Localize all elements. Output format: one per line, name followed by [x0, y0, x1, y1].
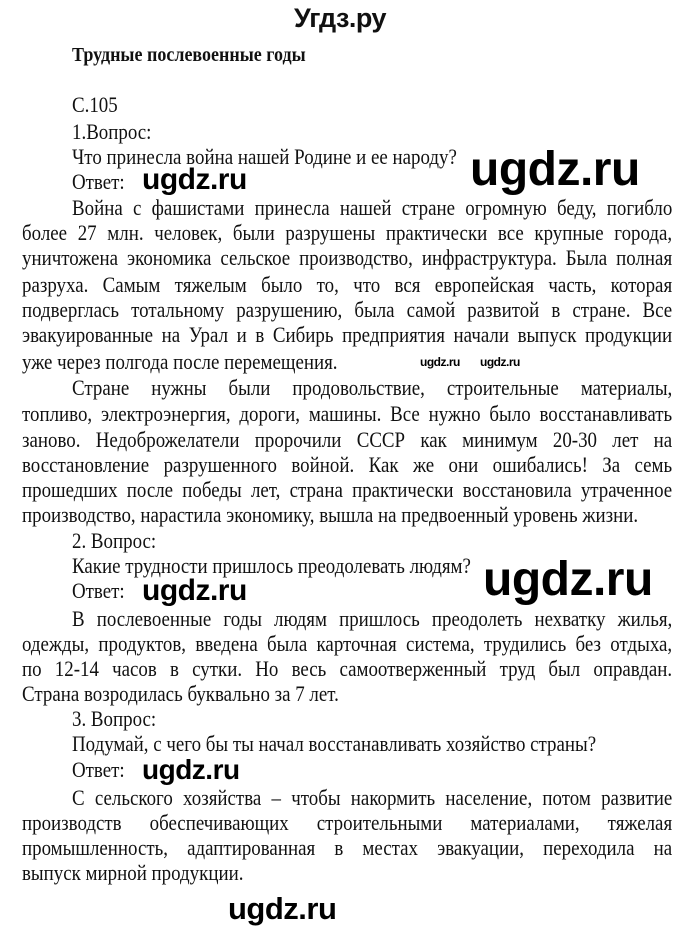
answer-line: Страна возродилась буквально за 7 лет. — [22, 681, 339, 706]
question-1-text: Что принесла война нашей Родине и ее народу? — [72, 144, 457, 169]
answer-line: С сельского хозяйства – чтобы накормить население, потом развитие — [72, 785, 673, 810]
answer-2-label: Ответ: — [72, 578, 125, 603]
answer-line: по 12-14 часов в сутки. Но весь самоотверженный труд был оправдан. — [22, 656, 673, 681]
answer-line: заново. Недоброжелатели пророчили СССР как минимум 20-30 лет на — [22, 427, 673, 452]
watermark: ugdz.ru — [420, 355, 460, 369]
answer-line: производство, нарастила экономику, вышла на предвоенный уровень жизни. — [22, 502, 639, 527]
answer-line: одежды, продуктов, введена была карточная система, трудились без отдыха, — [22, 631, 673, 656]
answer-line: В послевоенные годы людям пришлось преодолеть нехватку жилья, — [72, 606, 673, 631]
page-heading: Трудные послевоенные годы — [72, 44, 306, 66]
answer-line: прошедших после победы лет, страна практически восстановила утраченное — [22, 477, 673, 502]
watermark: ugdz.ru — [142, 754, 240, 785]
question-3-label: 3. Вопрос: — [72, 706, 157, 731]
answer-1-label: Ответ: — [72, 169, 125, 194]
answer-line: эвакуированные на Урал и в Сибирь предприятия начали выпуск продукции — [22, 322, 673, 347]
question-3-text: Подумай, с чего бы ты начал восстанавливать хозяйство страны? — [72, 731, 597, 756]
answer-line: топливо, электроэнергия, дороги, машины. Все нужно было восстанавливать — [22, 401, 673, 426]
answer-line: производств обеспечивающих строительными материалами, тяжелая — [22, 810, 673, 835]
answer-3-label: Ответ: — [72, 757, 125, 782]
question-1-label: 1.Вопрос: — [72, 119, 152, 144]
watermark: ugdz.ru — [480, 355, 520, 369]
answer-line: подверглась тотальному разрушению, была самой развитой в стране. Все — [22, 297, 673, 322]
answer-line: выпуск мирной продукции. — [22, 860, 244, 885]
answer-line: разруха. Самым тяжелым было то, что вся европейская часть, которая — [22, 272, 673, 297]
answer-line: восстановление разрушенного войной. Как же они ошибались! За семь — [22, 452, 673, 477]
answer-line: уничтожена экономика сельское производство, инфраструктура. Была полная — [22, 245, 673, 270]
question-2-label: 2. Вопрос: — [72, 528, 157, 553]
answer-line: Война с фашистами принесла нашей стране огромную беду, погибло — [72, 195, 673, 220]
watermark: ugdz.ru — [228, 891, 337, 926]
answer-line: промышленность, адаптированная в местах эвакуации, переходила на — [22, 835, 673, 860]
watermark: ugdz.ru — [142, 163, 247, 196]
watermark: ugdz.ru — [483, 553, 653, 606]
answer-line: уже через полгода после перемещения. — [22, 349, 338, 374]
site-title: Угдз.ру — [293, 3, 387, 33]
answer-line: более 27 млн. человек, были разрушены практически все крупные города, — [22, 220, 673, 245]
watermark: ugdz.ru — [470, 143, 640, 196]
question-2-text: Какие трудности пришлось преодолевать людям? — [72, 553, 471, 578]
answer-line: Стране нужны были продовольствие, строительные материалы, — [72, 375, 673, 400]
watermark: ugdz.ru — [142, 574, 247, 607]
page-ref: С.105 — [72, 92, 118, 117]
